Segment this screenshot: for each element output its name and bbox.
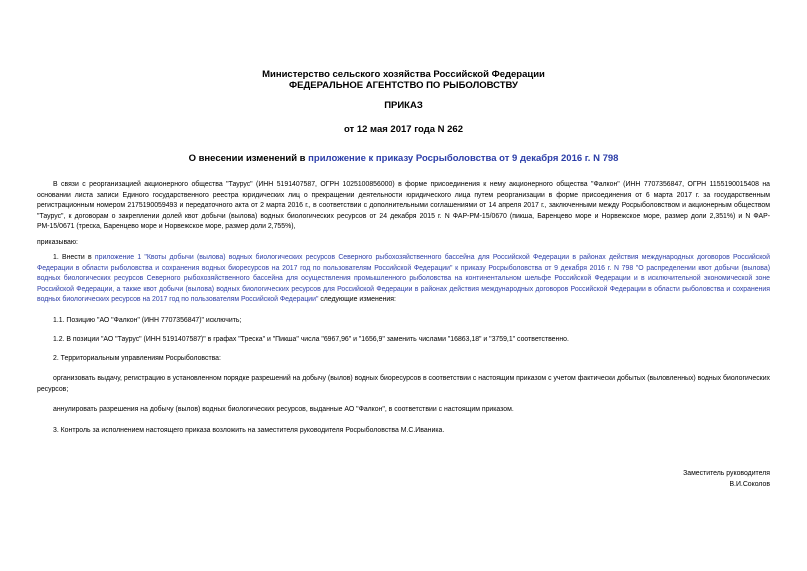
document-subject (0, 153, 807, 164)
clause-2: 2. Территориальным управлениям Росрыболовства: (53, 355, 221, 362)
order-word: приказываю: (37, 239, 78, 246)
document-type: ПРИКАЗ (384, 100, 423, 111)
clause-1-prefix: 1. Внести в (53, 254, 95, 261)
signatory-name: В.И.Соколов (729, 480, 770, 488)
clause-2-item-1: организовать выдачу, регистрацию в установленном порядке разрешений на добычу (вылов) водных биоресурсов в соответствии с настоящим приказом с учетом фактически добытых (выловленных) водных биологических ресурсов; (37, 375, 770, 393)
signature-block (683, 469, 770, 490)
clause-2-item-2: аннулировать разрешения на добычу (вылов) водных биологических ресурсов, выданные АО "Фалкон", в соответствии с настоящим приказом. (53, 406, 514, 413)
clause-1-link[interactable]: приложение 1 "Квоты добычи (вылова) водных биологических ресурсов Северного рыбохозяйственного бассейна для Российской Федерации в районах действия международных договоров Российской Федерации в области рыболовства и сохранения водных биоресурсов на 2017 год по пользователям Российской Федерации" к приказу Росрыболовства от 9 декабря 2016 г. N 798 "О распределении квот добычи (вылова) водных биологических ресурсов Северного рыбохозяйственного бассейна для осуществления промышленного рыболовства на континентальном шельфе Российской Федерации и в исключительной экономической зоне Российской Федерации, а также квот добычи (вылова) водных биологических ресурсов для Российской Федерации в районах действия международных договоров Российской Федерации в области рыболовства и сохранения водных биологических ресурсов на 2017 год по пользователям Российской Федерации" (37, 254, 770, 304)
subject-prefix: О внесении изменений в (188, 153, 309, 164)
clause-3: 3. Контроль за исполнением настоящего приказа возложить на заместителя руководителя Росрыболовства М.С.Иваника. (53, 427, 445, 434)
ministry-name: Министерство сельского хозяйства Российской Федерации (262, 69, 545, 80)
subject-link[interactable]: приложение к приказу Росрыболовства от 9 декабря 2016 г. N 798 (308, 153, 619, 164)
clause-1-suffix: следующие изменения: (318, 296, 396, 304)
agency-name: ФЕДЕРАЛЬНОЕ АГЕНТСТВО ПО РЫБОЛОВСТВУ (289, 80, 518, 91)
clause-1-2: 1.2. В позиции "АО "Таурус" (ИНН 5191407587)" в графах "Треска" и "Пикша" числа "6967,96" и "1656,9" заменить числами "16863,18" и "3759,1" соответственно. (53, 336, 569, 343)
preamble-paragraph: В связи с реорганизацией акционерного общества "Таурус" (ИНН 5191407587, ОГРН 1025100856000) в форме присоединения к нему акционерного общества "Фалкон" (ИНН 7707356847, ОГРН 1155190015408 на основании листа записи Единого государственного реестра юридических лиц о прекращении деятельности юридического лица путем реорганизации в форме присоединения от 6 марта 2017 г. за государственным регистрационным номером 2175190059493 и передаточного акта от 2 марта 2016 г., в соответствии с дополнительными соглашениями от 14 апреля 2017 г., заключенными между Росрыболовством и акционерным обществом "Таурус", к договорам о закреплении долей квот добычи (вылова) водных биологических ресурсов от 24 декабря 2015 г. N ФАР-РМ-15/0670 (пикша, Баренцево море и Норвежское море, размер доли 2,351%) и N ФАР-РМ-15/0671 (треска, Баренцево море и Норвежское море, размер доли 2,755%), (37, 181, 770, 231)
document-date: от 12 мая 2017 года N 262 (343, 124, 464, 135)
clause-1-1: 1.1. Позицию "АО "Фалкон" (ИНН 7707356847)" исключить; (53, 317, 242, 324)
signatory-title: Заместитель руководителя (683, 470, 770, 477)
clause-1 (37, 253, 770, 306)
